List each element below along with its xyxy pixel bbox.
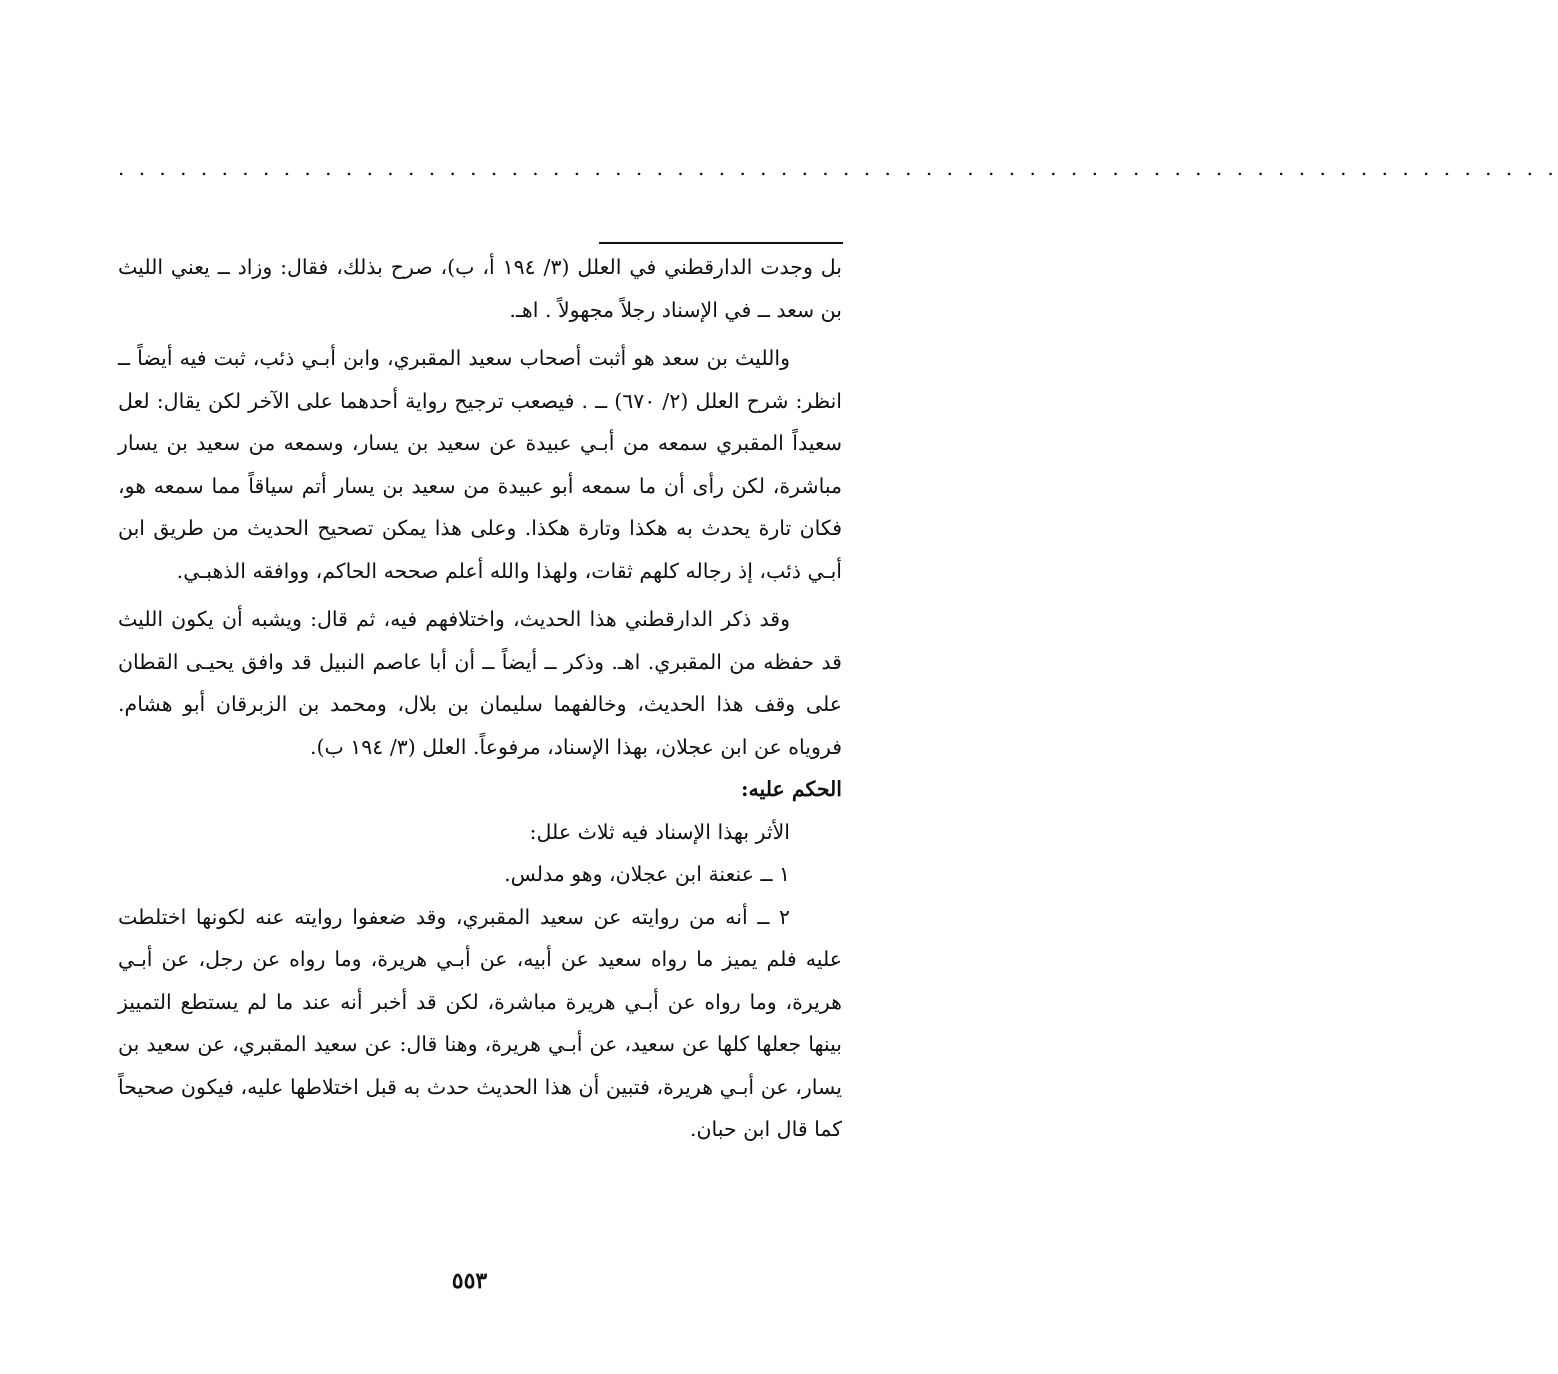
footnote-body [118, 246, 842, 1151]
dotted-separator: . . . . . . . . . . . . . . . . . . . . . . . . . . . . . . . . . . . . . . . . . . . . . . . . . . . . . . . . . . . . . . . . . . . . . . [118, 156, 1558, 180]
paragraph-3: وقد ذكر الدارقطني هذا الحديث، واختلافهم فيه، ثم قال: ويشبه أن يكون الليث قد حفظه من المقبري. اهـ. وذكر ــ أيضاً ــ أن أبا عاصم النبيل قد وافق يحيـى القطان على وقف هذا الحديث، وخالفهما سليمان بن بلال، ومحمد بن الزبرقان أبو هشام. فروياه عن ابن عجلان، بهذا الإسناد، مرفوعاً. العلل (٣/ ١٩٤ ب). [118, 607, 842, 759]
footnote-rule [599, 242, 843, 244]
list-item-1: ١ ــ عنعنة ابن عجلان، وهو مدلس. [504, 862, 790, 886]
page-number: ٥٥٣ [451, 1268, 488, 1294]
paragraph-2: والليث بن سعد هو أثبت أصحاب سعيد المقبري، وابن أبـي ذئب، ثبت فيه أيضاً ــ انظر: شرح العلل (٢/ ٦٧٠) ــ . فيصعب ترجيح رواية أحدهما على الآخر لكن يقال: لعل سعيداً المقبري سمعه من أبـي عبيدة عن سعيد بن يسار، وسمعه من سعيد بن يسار مباشرة، لكن رأى أن ما سمعه أبو عبيدة من سعيد بن يسار أتم سياقاً مما سمعه هو، فكان تارة يحدث به هكذا وتارة هكذا. وعلى هذا يمكن تصحيح الحديث من طريق ابن أبـي ذئب، إذ رجاله كلهم ثقات، ولهذا والله أعلم صححه الحاكم، ووافقه الذهبـي. [118, 346, 842, 583]
list-item-2: ٢ ــ أنه من روايته عن سعيد المقبري، وقد ضعفوا روايته عنه لكونها اختلطت عليه فلم يميز ما رواه سعيد عن أبيه، عن أبـي هريرة، وما رواه عن رجل، عن أبـي هريرة، وما رواه عن أبـي هريرة مباشرة، لكن قد أخبر أنه عند ما لم يستطع التمييز بينها جعلها كلها عن سعيد، عن أبـي هريرة، وهنا قال: عن سعيد المقبري، عن سعيد بن يسار، عن أبـي هريرة، فتبين أن هذا الحديث حدث به قبل اختلاطها عليه، فيكون صحيحاً كما قال ابن حبان. [118, 904, 842, 1141]
section-heading: الحكم عليه: [740, 777, 842, 801]
paragraph-4: الأثر بهذا الإسناد فيه ثلاث علل: [529, 819, 790, 844]
paragraph-1: بل وجدت الدارقطني في العلل (٣/ ١٩٤ أ، ب)، صرح بذلك، فقال: وزاد ــ يعني الليث بن سعد ــ في الإسناد رجلاً مجهولاً . اهـ. [118, 255, 842, 322]
